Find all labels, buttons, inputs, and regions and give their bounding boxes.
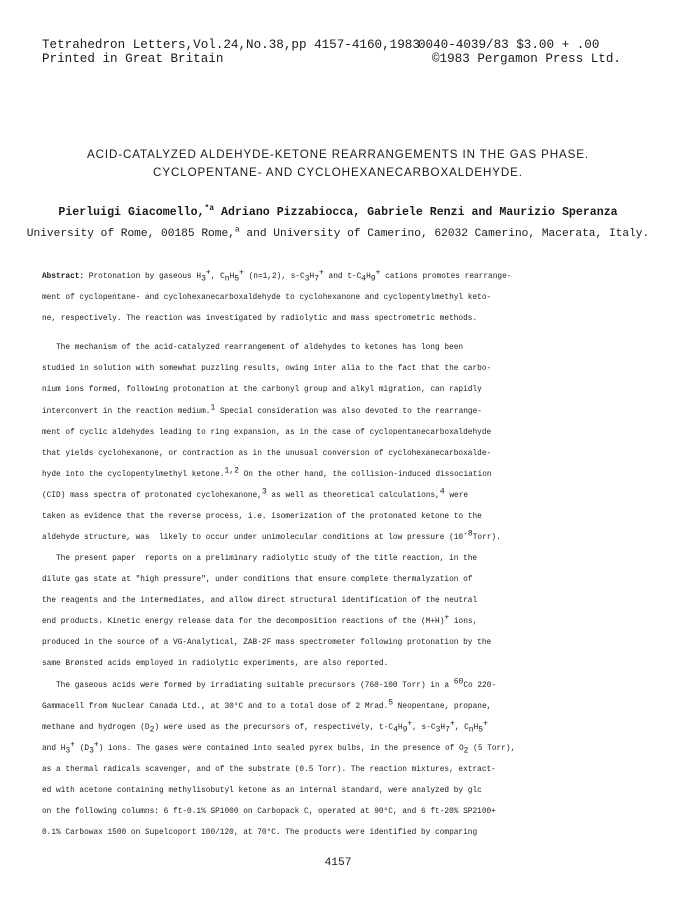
abstract-line-2: ment of cyclopentane- and cyclohexanecarboxaldehyde to cyclohexanone and cyclopentylmethyl keto-: [42, 294, 492, 302]
body-text-line: The mechanism of the acid-catalyzed rearrangement of aldehydes to ketones has long been: [56, 344, 464, 352]
body-text-line: taken as evidence that the reverse process, i.e. isomerization of the protonated ketone to the: [42, 513, 482, 521]
body-text-line: same Brønsted acids employed in radiolytic experiments, are also reported.: [42, 660, 389, 668]
page-number: 4157: [324, 857, 352, 869]
affiliation: University of Rome, 00185 Rome,$^a$ and University of Camerino, 62032 Camerino, Macerata, Italy.: [26, 225, 650, 240]
body-text-line: end products. Kinetic energy release data for the decomposition reactions of the (M+H)+ ions,: [42, 613, 478, 626]
body-text-line: produced in the source of a VG-Analytical, ZAB-2F mass spectrometer following protonation by the: [42, 639, 492, 647]
body-text-line: Gammacell from Nuclear Canada Ltd., at 30°C and to a total dose of 2 Mrad.$^5$ Neopentane, propane,: [42, 698, 492, 711]
body-text-line: hyde into the cyclopentylmethyl ketone.$^{1,2}$ On the other hand, the collision-induced dissociation: [42, 466, 492, 479]
journal-citation: Tetrahedron Letters,Vol.24,No.38,pp 4157-4160,1983: [42, 38, 420, 52]
author-list: Pierluigi Giacomello,$^{*a}$ Adriano Pizzabiocca, Gabriele Renzi and Maurizio Speranza: [58, 204, 618, 219]
abstract-line-3: ne, respectively. The reaction was investigated by radiolytic and mass spectrometric methods.: [42, 315, 478, 323]
printed-in: Printed in Great Britain: [42, 52, 224, 66]
body-text-line: ed with acetone containing methylisobutyl ketone as an internal standard, were analyzed by glc: [42, 787, 482, 795]
body-text-line: on the following columns: 6 ft-0.1% SP1000 on Carbopack C, operated at 90°C, and 6 ft-20% SP2100+: [42, 808, 496, 816]
body-text-line: the reagents and the intermediates, and allow direct structural identification of the neutral: [42, 597, 478, 605]
body-text-line: interconvert in the reaction medium.$^1$ Special consideration was also devoted to the rearrange-: [42, 403, 482, 416]
body-text-line: as a thermal radicals scavenger, and of the substrate (0.5 Torr). The reaction mixtures, extract-: [42, 766, 496, 774]
body-text-line: and $H_3^+$ $(D_3^+)$ ions. The gases were contained into sealed pyrex bulbs, in the presence of $O_2$ (5 Torr),: [42, 740, 516, 756]
body-text-line: The present paper reports on a preliminary radiolytic study of the title reaction, in the: [56, 555, 478, 563]
body-text-line: 0.1% Carbowax 1500 on Supelcoport 100/120, at 70°C. The products were identified by comparing: [42, 829, 478, 837]
issn-price: 0040-4039/83 $3.00 + .00: [418, 38, 600, 52]
paper-title-line1: ACID-CATALYZED ALDEHYDE-KETONE REARRANGEMENTS IN THE GAS PHASE.: [86, 148, 590, 161]
body-text-line: methane and hydrogen $(D_2)$ were used as the precursors of, respectively, $t-C_4H_9^+$, $s-C_3H_7^+$, $C_nH_5^+$: [42, 719, 488, 735]
body-text-line: (CID) mass spectra of protonated cyclohexanone,$^3$ as well as theoretical calculations,$^4$ were: [42, 487, 469, 500]
body-text-line: studied in solution with somewhat puzzling results, owing inter alia to the fact that the carbo-: [42, 365, 492, 373]
copyright: ©1983 Pergamon Press Ltd.: [432, 52, 621, 66]
body-text-line: dilute gas state at "high pressure", under conditions that ensure complete thermalyzation of: [42, 576, 473, 584]
body-text-line: nium ions formed, following protonation at the carbonyl group and alkyl migration, can rapidly: [42, 386, 482, 394]
body-text-line: that yields cyclohexanone, or contraction as in the unusual conversion of cyclohexanecarboxalde-: [42, 450, 492, 458]
body-text-line: aldehyde structure, was likely to occur under unimolecular conditions at low pressure $(10^{-8}Torr)$.: [42, 529, 501, 542]
body-text-line: The gaseous acids were formed by irradiating suitable precursors (760-100 Torr) in a $^{60}$Co 220-: [56, 677, 497, 690]
abstract-line-1: Abstract: Protonation by gaseous $H_3^+$, $C_nH_5^+$ (n=1,2), $s-C_3H_7^+$ and $t-C_4H_9^+$ cations promotes rearrange-: [42, 268, 512, 284]
body-text-line: ment of cyclic aldehydes leading to ring expansion, as in the case of cyclopentanecarboxaldehyde: [42, 429, 492, 437]
paper-title-line2: CYCLOPENTANE- AND CYCLOHEXANECARBOXALDEHYDE.: [153, 166, 523, 179]
